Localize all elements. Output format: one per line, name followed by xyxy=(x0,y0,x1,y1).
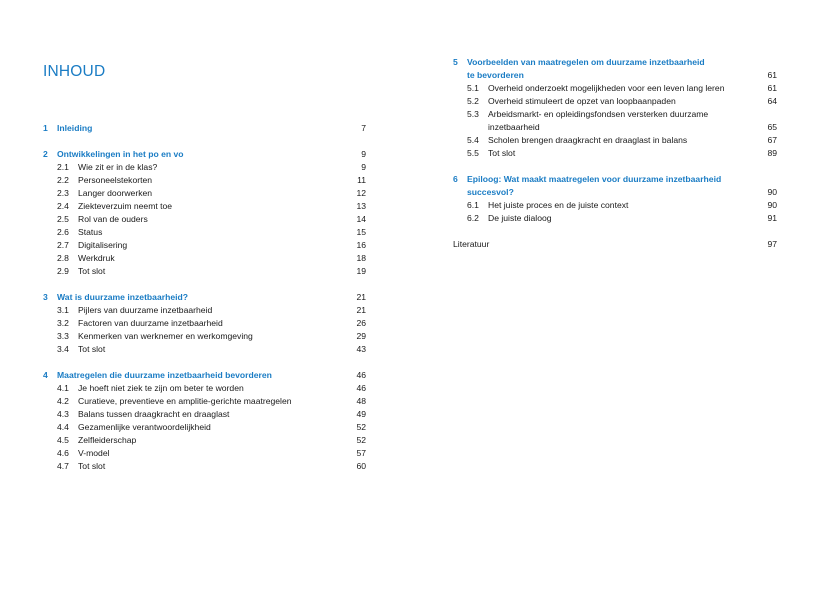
toc-entry-number: 5.2 xyxy=(467,96,479,106)
toc-entry-number: 2.5 xyxy=(57,214,69,224)
toc-entry-page: 29 xyxy=(356,331,366,341)
toc-entry-page: 21 xyxy=(356,305,366,315)
toc-entry-number: 5.1 xyxy=(467,83,479,93)
toc-entry-number: 5 xyxy=(453,57,458,67)
toc-entry xyxy=(453,69,777,82)
toc-entry-title: Maatregelen die duurzame inzetbaarheid bevorderen xyxy=(57,370,272,380)
toc-entry-number: 4.5 xyxy=(57,435,69,445)
toc-entry-title: Arbeidsmarkt- en opleidingsfondsen versterken duurzame xyxy=(488,109,709,119)
toc-entry xyxy=(43,382,366,395)
toc-entry xyxy=(43,317,366,330)
toc-entry xyxy=(453,186,777,199)
toc-entry xyxy=(43,343,366,356)
toc-entry-page: 46 xyxy=(356,383,366,393)
toc-entry-title: Overheid onderzoekt mogelijkheden voor een leven lang leren xyxy=(488,83,725,93)
toc-entry-title: te bevorderen xyxy=(467,70,524,80)
toc-entry-number: 4.3 xyxy=(57,409,69,419)
toc-entry-number: 3.3 xyxy=(57,331,69,341)
toc-entry xyxy=(453,82,777,95)
toc-entry-page: 60 xyxy=(356,461,366,471)
toc-entry-title: Scholen brengen draagkracht en draaglast in balans xyxy=(488,135,688,145)
toc-entry xyxy=(453,95,777,108)
toc-entry-number: 4.4 xyxy=(57,422,69,432)
toc-entry xyxy=(43,200,366,213)
toc-entry-number: 5.5 xyxy=(467,148,479,158)
toc-entry xyxy=(43,460,366,473)
toc-entry-page: 43 xyxy=(356,344,366,354)
toc-entry xyxy=(43,330,366,343)
toc-entry-page: 14 xyxy=(356,214,366,224)
toc-entry-title: Ontwikkelingen in het po en vo xyxy=(57,149,184,159)
toc-entry-number: 6.1 xyxy=(467,200,479,210)
toc-entry-title: Digitalisering xyxy=(78,240,128,250)
toc-entry-title: inzetbaarheid xyxy=(488,122,540,132)
toc-entry-title: Kenmerken van werknemer en werkomgeving xyxy=(78,331,253,341)
toc-entry-title: Langer doorwerken xyxy=(78,188,153,198)
toc-entry xyxy=(43,369,366,382)
toc-entry-page: 52 xyxy=(356,435,366,445)
toc-entry-page: 57 xyxy=(356,448,366,458)
toc-entry-title: Literatuur xyxy=(453,239,490,249)
toc-entry-page: 91 xyxy=(767,213,777,223)
toc-entry-title: Overheid stimuleert de opzet van loopbaanpaden xyxy=(488,96,676,106)
toc-entry xyxy=(453,147,777,160)
toc-entry-number: 2.9 xyxy=(57,266,69,276)
toc-entry-page: 11 xyxy=(357,175,366,185)
toc-entry-number: 4 xyxy=(43,370,48,380)
toc-entry-page: 67 xyxy=(767,135,777,145)
toc-entry-title: Curatieve, preventieve en amplitie-gerichte maatregelen xyxy=(78,396,292,406)
toc-entry xyxy=(453,212,777,225)
toc-entry xyxy=(43,174,366,187)
toc-entry xyxy=(43,395,366,408)
toc-entry-number: 3.2 xyxy=(57,318,69,328)
toc-entry xyxy=(43,291,366,304)
toc-entry-title: Wat is duurzame inzetbaarheid? xyxy=(57,292,188,302)
toc-entry-number: 2.6 xyxy=(57,227,69,237)
toc-entry-number: 5.4 xyxy=(467,135,479,145)
toc-entry-number: 4.7 xyxy=(57,461,69,471)
toc-entry-title: Tot slot xyxy=(488,148,516,158)
toc-entry-title: Balans tussen draagkracht en draaglast xyxy=(78,409,230,419)
toc-entry-page: 48 xyxy=(356,396,366,406)
toc-entry-page: 46 xyxy=(356,370,366,380)
toc-entry-page: 9 xyxy=(361,162,366,172)
toc-entry-title: Tot slot xyxy=(78,266,106,276)
toc-entry xyxy=(453,121,777,134)
toc-entry xyxy=(453,56,777,69)
toc-entry xyxy=(43,408,366,421)
toc-entry-number: 2 xyxy=(43,149,48,159)
toc-entry-title: succesvol? xyxy=(467,187,514,197)
toc-entry-page: 12 xyxy=(356,188,366,198)
toc-entry-page: 97 xyxy=(767,239,777,249)
toc-entry-title: Status xyxy=(78,227,103,237)
toc-entry-page: 64 xyxy=(767,96,777,106)
toc-entry-number: 5.3 xyxy=(467,109,479,119)
toc-entry-title: Tot slot xyxy=(78,344,106,354)
toc-entry-title: Zelfleiderschap xyxy=(78,435,137,445)
toc-entry-number: 2.8 xyxy=(57,253,69,263)
toc-entry-title: Het juiste proces en de juiste context xyxy=(488,200,629,210)
toc-entry-title: V-model xyxy=(78,448,110,458)
toc-entry-page: 18 xyxy=(356,253,366,263)
toc-entry-page: 19 xyxy=(356,266,366,276)
toc-entry-title: Factoren van duurzame inzetbaarheid xyxy=(78,318,223,328)
toc-entry xyxy=(453,108,777,121)
toc-entry xyxy=(453,238,777,251)
toc-entry-number: 2.3 xyxy=(57,188,69,198)
toc-entry xyxy=(43,226,366,239)
toc-entry-number: 4.6 xyxy=(57,448,69,458)
toc-entry xyxy=(43,187,366,200)
toc-entry xyxy=(43,148,366,161)
toc-entry xyxy=(43,161,366,174)
toc-entry-title: Ziekteverzuim neemt toe xyxy=(78,201,173,211)
toc-entry xyxy=(43,265,366,278)
toc-entry xyxy=(43,434,366,447)
toc-entry-title: Personeelstekorten xyxy=(78,175,153,185)
toc-entry-title: De juiste dialoog xyxy=(488,213,552,223)
toc-entry-page: 7 xyxy=(361,123,366,133)
toc-entry-title: Je hoeft niet ziek te zijn om beter te worden xyxy=(78,383,244,393)
toc-entry-title: Gezamenlijke verantwoordelijkheid xyxy=(78,422,211,432)
toc-entry-number: 3.1 xyxy=(57,305,69,315)
toc-entry-number: 2.7 xyxy=(57,240,69,250)
toc-entry-title: Wie zit er in de klas? xyxy=(78,162,158,172)
toc-entry-page: 16 xyxy=(356,240,366,250)
toc-entry-title: Tot slot xyxy=(78,461,106,471)
toc-entry-number: 6.2 xyxy=(467,213,479,223)
toc-entry-number: 1 xyxy=(43,123,48,133)
toc-entry-page: 52 xyxy=(356,422,366,432)
toc-entry-page: 21 xyxy=(356,292,366,302)
toc-entry-number: 2.4 xyxy=(57,201,69,211)
toc-entry xyxy=(453,173,777,186)
toc-entry xyxy=(43,421,366,434)
toc-entry-number: 3 xyxy=(43,292,48,302)
toc-entry-title: Werkdruk xyxy=(78,253,115,263)
toc-entry-number: 4.2 xyxy=(57,396,69,406)
toc-entry-page: 49 xyxy=(356,409,366,419)
toc-entry-number: 4.1 xyxy=(57,383,69,393)
toc-entry-page: 89 xyxy=(767,148,777,158)
toc-entry-title: Epiloog: Wat maakt maatregelen voor duurzame inzetbaarheid xyxy=(467,174,722,184)
toc-entry-title: Inleiding xyxy=(57,123,93,133)
toc-entry xyxy=(43,252,366,265)
toc-entry-page: 65 xyxy=(767,122,777,132)
toc-entry-page: 15 xyxy=(356,227,366,237)
toc-entry xyxy=(453,199,777,212)
toc-entry-number: 6 xyxy=(453,174,458,184)
toc-entry-page: 90 xyxy=(767,200,777,210)
toc-entry-title: Rol van de ouders xyxy=(78,214,148,224)
toc-entry-page: 26 xyxy=(356,318,366,328)
toc-entry-number: 2.1 xyxy=(57,162,69,172)
page-title: INHOUD xyxy=(43,63,106,80)
toc-entry-number: 2.2 xyxy=(57,175,69,185)
toc-entry-page: 9 xyxy=(361,149,366,159)
toc-entry-number: 3.4 xyxy=(57,344,69,354)
toc-entry xyxy=(43,304,366,317)
toc-entry xyxy=(43,122,366,135)
toc-entry xyxy=(453,134,777,147)
toc-entry-title: Pijlers van duurzame inzetbaarheid xyxy=(78,305,213,315)
toc-entry xyxy=(43,447,366,460)
toc-entry xyxy=(43,213,366,226)
toc-entry-page: 90 xyxy=(767,187,777,197)
toc-entry xyxy=(43,239,366,252)
toc-entry-page: 13 xyxy=(356,201,366,211)
toc-entry-page: 61 xyxy=(767,70,777,80)
toc-entry-title: Voorbeelden van maatregelen om duurzame inzetbaarheid xyxy=(467,57,705,67)
toc-entry-page: 61 xyxy=(767,83,777,93)
